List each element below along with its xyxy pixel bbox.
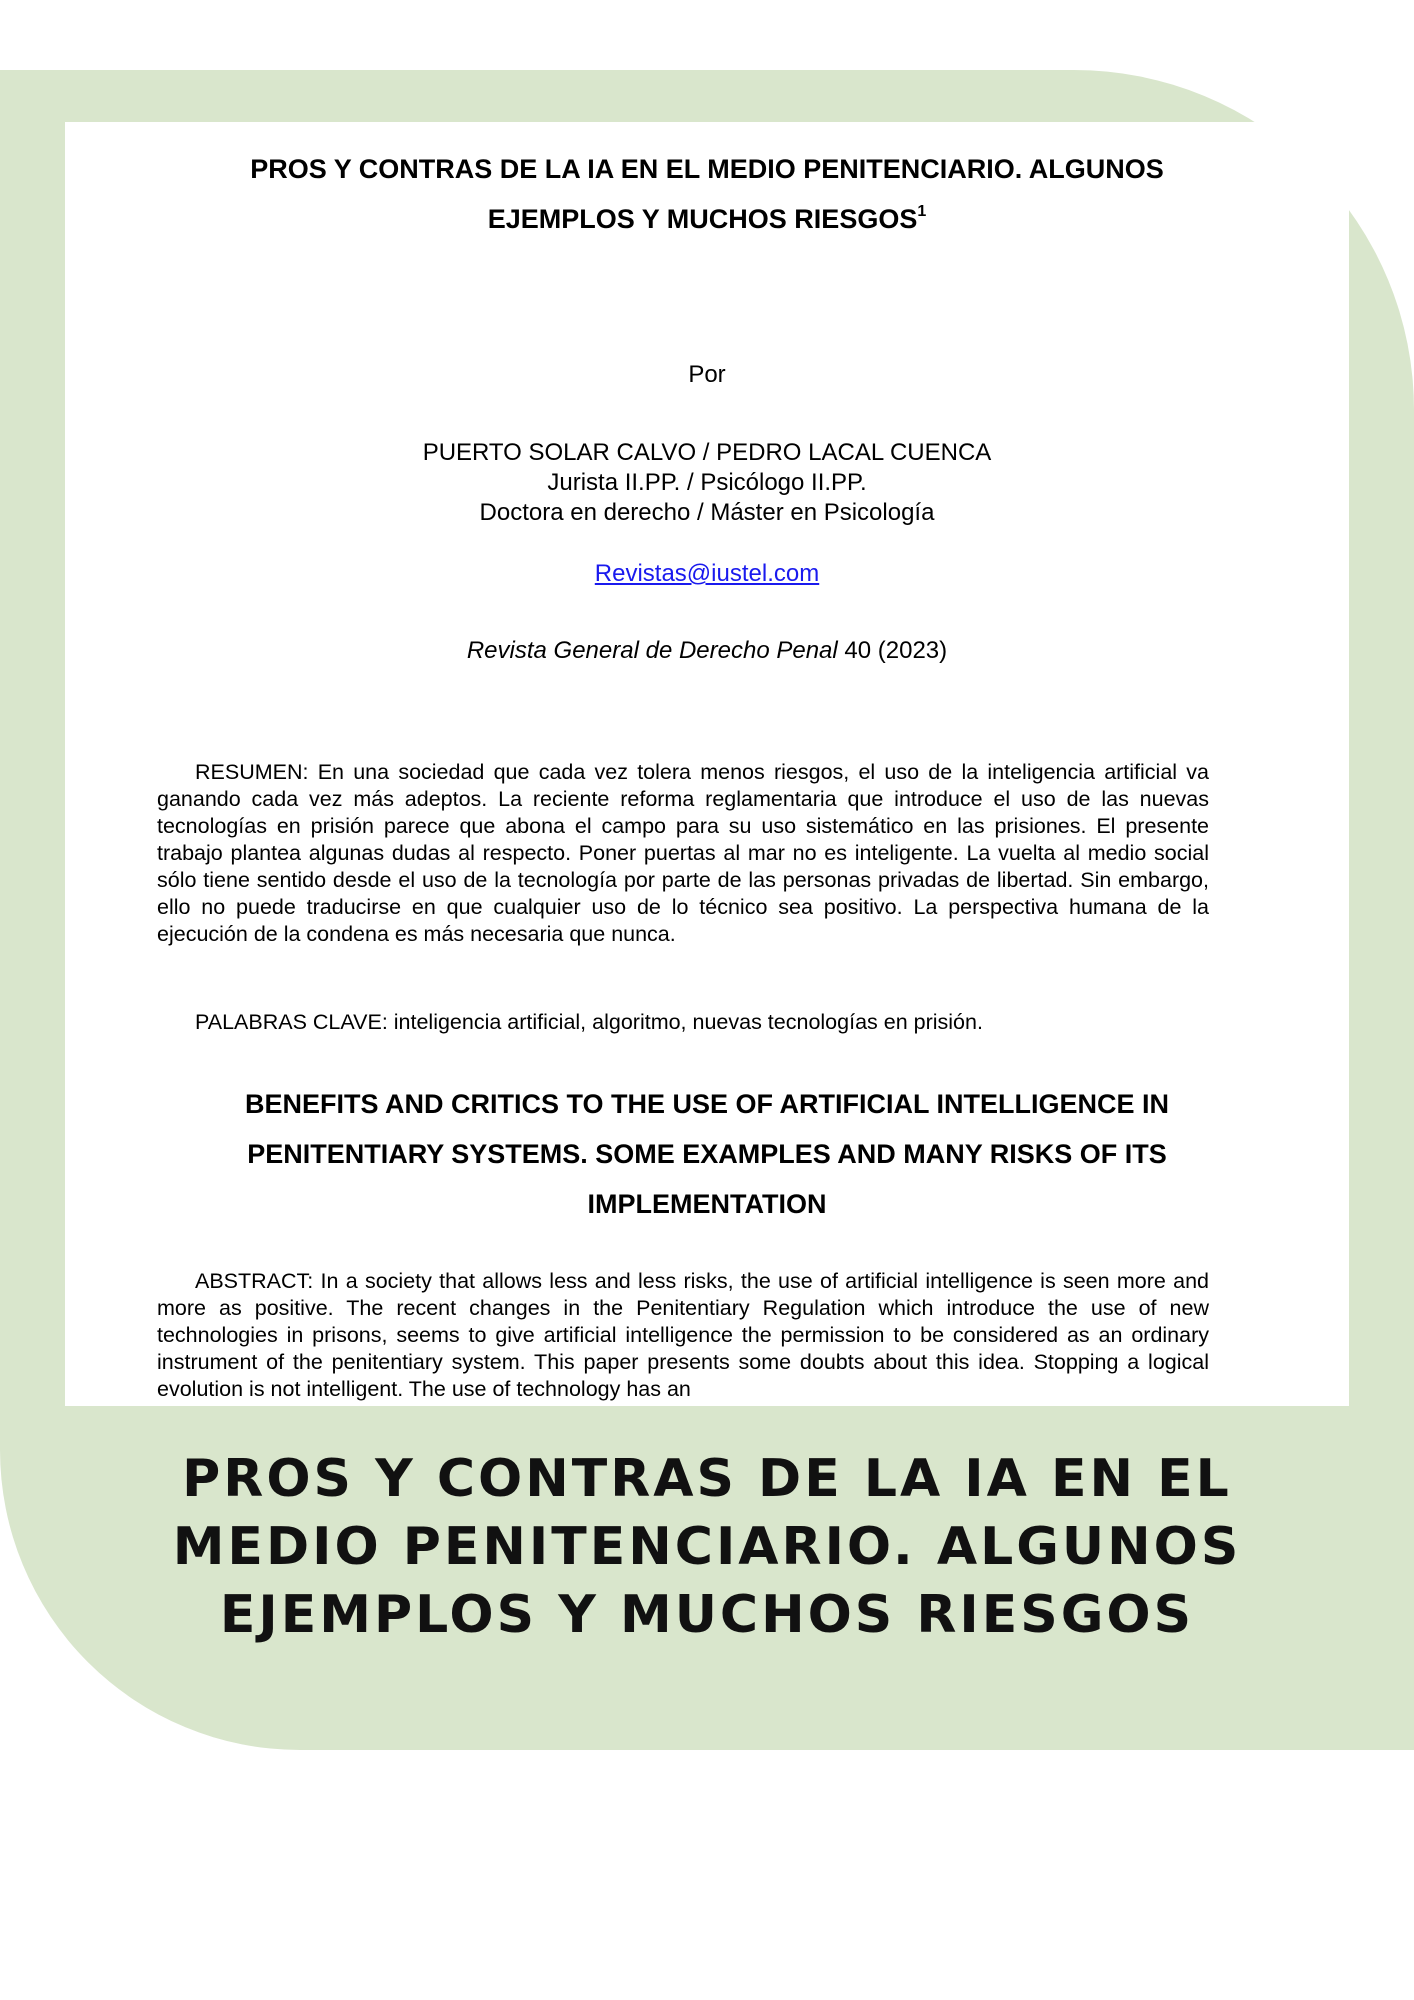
document-page-preview — [65, 122, 1349, 1406]
abstract-text: ABSTRACT: In a society that allows less and less risks, the use of artificial intelligence is seen more and more as positive. The recent changes in the Penitentiary Regulation which introduce the use of new technologies in prisons, seems to give artificial intelligence the permission to be considered as an ordinary instrument of the penitentiary system. This paper presents some doubts about this idea. Stopping a logical evolution is not intelligent. The use of technology has an — [157, 1269, 1209, 1401]
journal-issue: 40 (2023) — [844, 637, 948, 664]
footnote-marker: 1 — [917, 203, 927, 220]
document-title-es-text: PROS Y CONTRAS DE LA IA EN EL MEDIO PENITENCIARIO. ALGUNOS EJEMPLOS Y MUCHOS RIESGOS — [250, 154, 1164, 234]
authors: PUERTO SOLAR CALVO / PEDRO LACAL CUENCA — [422, 439, 992, 466]
journal-citation — [65, 636, 1349, 666]
journal-name: Revista General de Derecho Penal — [466, 637, 838, 664]
palabras-clave-paragraph — [157, 1009, 1209, 1036]
email-link[interactable]: Revistas@iustel.com — [594, 560, 820, 587]
document-title-es — [65, 144, 1349, 244]
resumen-paragraph — [157, 759, 1209, 948]
abstract-paragraph — [157, 1268, 1209, 1403]
author-roles: Jurista II.PP. / Psicólogo II.PP. — [547, 469, 867, 496]
document-title-en: BENEFITS AND CRITICS TO THE USE OF ARTIFICIAL INTELLIGENCE IN PENITENTIARY SYSTEMS. SOME EXAMPLES AND MANY RISKS OF ITS IMPLEMENTATION — [244, 1089, 1170, 1219]
palabras-clave-text: PALABRAS CLAVE: inteligencia artificial, algoritmo, nuevas tecnologías en prisión. — [195, 1010, 983, 1034]
by-label: Por — [688, 361, 726, 388]
resumen-text: RESUMEN: En una sociedad que cada vez tolera menos riesgos, el uso de la inteligencia artificial va ganando cada vez más adeptos. La reciente reforma reglamentaria que introduce el uso de las nuevas tecnologías en prisión parece que abona el campo para su uso sistemático en las prisiones. El presente trabajo plantea algunas dudas al respecto. Poner puertas al mar no es inteligente. La vuelta al medio social sólo tiene sentido desde el uso de la tecnología por parte de las personas privadas de libertad. Sin embargo, ello no puede traducirse en que cualquier uso de lo técnico sea positivo. La perspectiva humana de la ejecución de la condena es más necesaria que nunca. — [157, 760, 1209, 946]
author-degrees: Doctora en derecho / Máster en Psicología — [479, 499, 935, 526]
email-line — [65, 559, 1349, 589]
cover-title: PROS Y CONTRAS DE LA IA EN EL MEDIO PENITENCIARIO. ALGUNOS EJEMPLOS Y MUCHOS RIESGOS — [172, 1449, 1242, 1645]
